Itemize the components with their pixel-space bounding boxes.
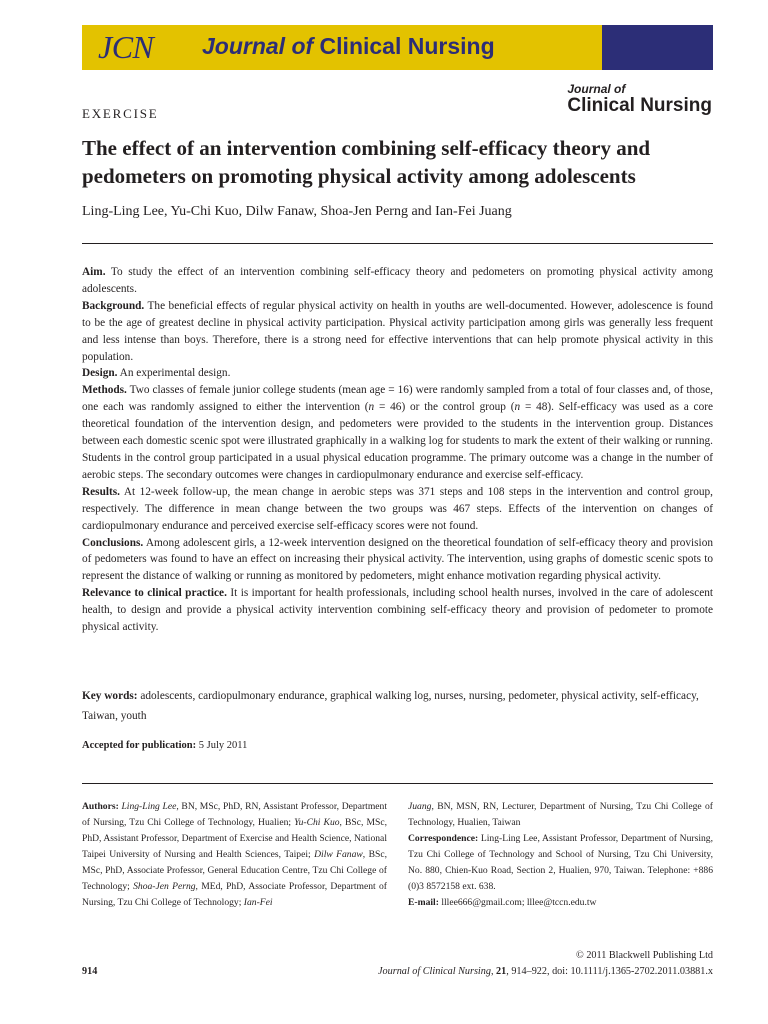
divider-footer [82, 783, 713, 784]
author-3: Dilw Fanaw [314, 849, 363, 860]
copyright: © 2011 Blackwell Publishing Ltd [576, 950, 713, 961]
email-text: lllee666@gmail.com; lllee@tccn.edu.tw [438, 897, 597, 908]
footnote-left-column [82, 799, 387, 911]
logo-line-2: Clinical Nursing [567, 95, 712, 116]
banner-title [202, 33, 495, 60]
abstract-relevance [82, 585, 713, 636]
design-label: Design. [82, 367, 118, 380]
keywords-text: adolescents, cardiopulmonary endurance, graphical walking log, nurses, nursing, pedometer, physical activity, self-efficacy, Taiwan, youth [82, 690, 699, 722]
author-5-info: , BN, MSN, RN, Lecturer, Department of Nursing, Tzu Chi College of Technology, Hualien, Taiwan [408, 801, 713, 828]
author-2-info: , BSc, MSc, PhD, Assistant Professor, Department of Exercise and Health Science, National Taipei University of Nursing and Health Sciences, Taipei; [82, 817, 388, 860]
author-5-last: Juang [408, 801, 432, 812]
banner-yellow-band [82, 25, 602, 70]
accepted-date [82, 740, 247, 751]
article-authors: Ling-Ling Lee, Yu-Chi Kuo, Dilw Fanaw, Shoa-Jen Perng and Ian-Fei Juang [82, 204, 512, 219]
author-4-info: , MEd, PhD, Associate Professor, Department of Nursing, Tzu Chi College of Technology; [82, 881, 387, 908]
accepted-label: Accepted for publication: [82, 740, 197, 751]
author-2: Yu-Chi Kuo [294, 817, 340, 828]
author-1-info: , BN, MSc, PhD, RN, Assistant Professor, Department of Nursing, Tzu Chi College of Technology, Hualien; [82, 801, 388, 828]
citation-rest: , 914–922, doi: 10.1111/j.1365-2702.2011.03881.x [506, 966, 713, 977]
banner-abbreviation: JCN [98, 29, 154, 65]
accepted-value: 5 July 2011 [196, 740, 248, 751]
methods-text-b: = 46) or the control group ( [374, 401, 515, 414]
correspondence-label: Correspondence: [408, 833, 479, 844]
results-text: At 12-week follow-up, the mean change in aerobic steps was 371 steps and 108 steps in the intervention and control group, respectively. The difference in mean change between the two groups was 467 steps. Effects of the intervention on changes of cardiopulmonary endurance and perceived exercise self-efficacy scores were not found. [82, 485, 713, 532]
relevance-label: Relevance to clinical practice. [82, 587, 227, 600]
keywords-label: Key words: [82, 690, 138, 702]
author-1: Ling-Ling Lee [121, 801, 177, 812]
design-text: An experimental design. [117, 367, 231, 380]
conclusions-text: Among adolescent girls, a 12-week intervention designed on the theoretical foundation of self-efficacy theory and provision of pedometers was found to have an effect on increasing their physical activity. The intervention, using graphs of domestic scenic spots to represent the distance of walking or running as monitored by pedometers, might enhance motivation regarding physical activity. [82, 536, 713, 583]
citation-sep: , [490, 966, 497, 977]
author-footnotes [82, 799, 713, 911]
author-5-first: Ian-Fei [243, 897, 273, 908]
banner-title-rest: Clinical Nursing [313, 33, 495, 59]
methods-text-c: = 48). Self-efficacy was used as a core theoretical foundation of the intervention design, and pedometers were provided to the students in the intervention group. Distances between each domestic scenic spot were illustrated graphically in a walking log for students to mark the extent of their walking or running. Students in the control group participated in a usual physical education programme. The primary outcome was a change in the number of aerobic steps. The secondary outcomes were changes in cardiopulmonary endurance and exercise self-efficacy. [82, 401, 713, 481]
abstract-design [82, 365, 713, 382]
divider-top [82, 243, 713, 244]
section-label: EXERCISE [82, 106, 159, 121]
citation-journal: Journal of Clinical Nursing [378, 966, 491, 977]
results-label: Results. [82, 485, 120, 498]
logo-line-1: Journal of [567, 82, 626, 96]
abstract [82, 264, 713, 636]
relevance-text: It is important for health professionals, including school health nurses, involved in the care of adolescent health, to design and provide a physical activity intervention combining self-efficacy theory and provision of pedometer to promote physical activity. [82, 587, 714, 634]
methods-text-a: Two classes of female junior college students (mean age = 16) were randomly sampled from a total of four classes and, of those, one each was randomly assigned to either the intervention ( [82, 384, 713, 414]
citation-volume: 21 [496, 966, 507, 977]
author-4: Shoa-Jen Perng [133, 881, 196, 892]
conclusions-label: Conclusions. [82, 536, 144, 549]
authors-label: Authors: [82, 801, 119, 812]
abstract-background [82, 298, 713, 366]
background-label: Background. [82, 299, 145, 312]
methods-n1: n [368, 401, 375, 414]
abstract-methods [82, 382, 713, 483]
keywords [82, 686, 713, 726]
page-number: 914 [82, 966, 98, 977]
footnote-right-column [408, 799, 713, 911]
journal-logo [567, 82, 712, 116]
aim-label: Aim. [82, 266, 106, 278]
email-label: E-mail: [408, 897, 439, 908]
citation [378, 966, 713, 977]
article-title: The effect of an intervention combining self-efficacy theory and pedometers on promoting physical activity among adolescents [82, 136, 651, 188]
banner-navy-block [602, 25, 713, 70]
abstract-aim [82, 264, 713, 298]
methods-label: Methods. [82, 384, 127, 397]
abstract-conclusions [82, 535, 713, 586]
banner-title-italic: Journal of [202, 33, 314, 59]
background-text: The beneficial effects of regular physical activity on health in youths are well-documented. However, adolescence is found to be the age of greatest decline in physical activity participation. Physical activity participation among girls was generally less frequent and less intense than boys. Therefore, there is a strong need for effective interventions that can help promote physical activity in this population. [82, 299, 713, 363]
author-3-info: , BSc, MSc, PhD, Associate Professor, General Education Centre, Tzu Chi College of Technology; [82, 849, 387, 892]
correspondence-text: Ling-Ling Lee, Assistant Professor, Department of Nursing, Tzu Chi College of Technology and School of Nursing, Tzu Chi University, No. 880, Chien-Kuo Road, Section 2, Hualien, 970, Taiwan. Telephone: +886 (0)3 8572158 ext. 638. [408, 833, 713, 892]
journal-banner [82, 25, 713, 70]
abstract-results [82, 484, 713, 535]
methods-n2: n [514, 401, 521, 414]
aim-text: To study the effect of an intervention combining self-efficacy theory and pedometers on promoting physical activity among adolescents. [82, 266, 713, 295]
